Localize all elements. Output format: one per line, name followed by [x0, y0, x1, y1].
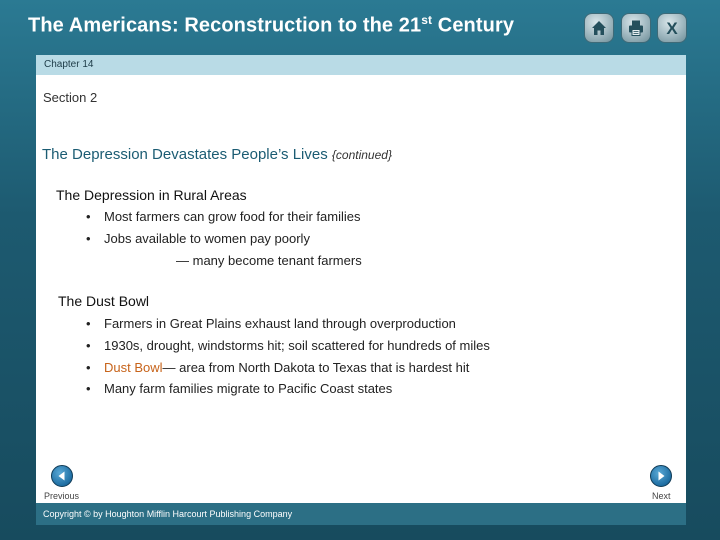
next-label[interactable]: Next — [652, 491, 671, 501]
chapter-bar — [36, 55, 686, 75]
chapter-label: Chapter 14 — [44, 59, 94, 70]
print-button[interactable] — [621, 13, 651, 43]
section-label: Section 2 — [43, 90, 98, 105]
rural-areas-heading: The Depression in Rural Areas — [56, 187, 247, 203]
heading-main: The Depression Devastates People’s Lives — [42, 146, 328, 163]
home-icon — [589, 18, 609, 38]
app-title: The Americans: Reconstruction to the 21st Century — [28, 13, 515, 37]
list-item: • Farmers in Great Plains exhaust land through overproduction — [86, 316, 456, 331]
dust-bowl-heading: The Dust Bowl — [58, 293, 150, 309]
list-item: • 1930s, drought, windstorms hit; soil scattered for hundreds of miles — [86, 338, 490, 353]
next-button[interactable] — [650, 465, 672, 487]
arrow-left-icon — [56, 470, 68, 482]
list-item: • Most farmers can grow food for their families — [86, 209, 361, 224]
printer-icon — [626, 18, 646, 38]
close-icon — [662, 18, 682, 38]
footer-bar — [36, 503, 686, 525]
slide-heading — [42, 146, 392, 163]
list-item: • Dust Bowl— area from North Dakota to Texas that is hardest hit — [86, 360, 470, 375]
arrow-right-icon — [655, 470, 667, 482]
home-button[interactable] — [584, 13, 614, 43]
copyright-text: Copyright © by Houghton Mifflin Harcourt Publishing Company — [43, 509, 293, 519]
dust-bowl-term: Dust Bowl — [104, 360, 163, 375]
exit-button[interactable] — [657, 13, 687, 43]
previous-button[interactable] — [51, 465, 73, 487]
list-subitem: — many become tenant farmers — [176, 253, 362, 268]
svg-text:X: X — [666, 19, 678, 38]
heading-continued: {continued} — [331, 148, 392, 162]
slide-content — [36, 75, 686, 503]
list-item: • Jobs available to women pay poorly — [86, 231, 310, 246]
list-item: • Many farm families migrate to Pacific Coast states — [86, 381, 393, 396]
previous-label[interactable]: Previous — [44, 491, 80, 501]
